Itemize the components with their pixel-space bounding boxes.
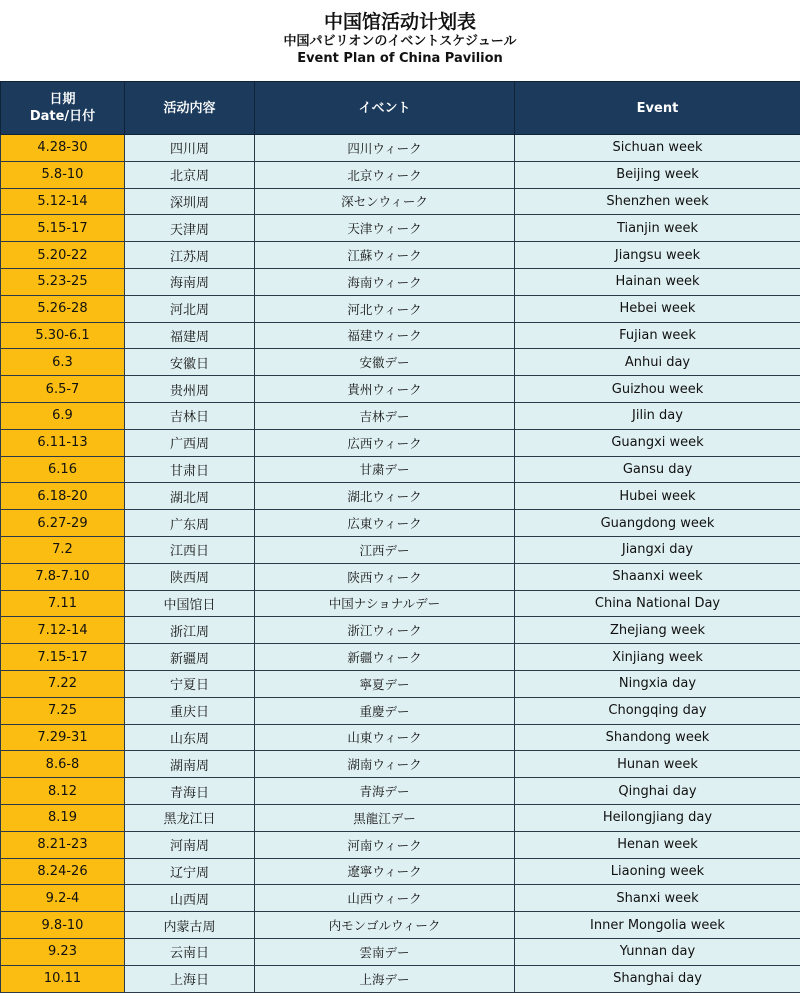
cell-chinese-event: 广西周 [125,429,255,456]
cell-chinese-event: 河南周 [125,831,255,858]
cell-japanese-event: 雲南デー [255,938,515,965]
cell-english-event: Shaanxi week [515,563,800,590]
cell-date: 5.20-22 [1,242,125,269]
cell-chinese-event: 甘肃日 [125,456,255,483]
cell-date: 8.24-26 [1,858,125,885]
cell-chinese-event: 湖北周 [125,483,255,510]
cell-date: 5.23-25 [1,268,125,295]
cell-chinese-event: 青海日 [125,778,255,805]
table-row [1,670,800,697]
cell-chinese-event: 湖南周 [125,751,255,778]
header-chinese-event: 活动内容 [125,82,255,135]
cell-japanese-event: 内モンゴルウィーク [255,912,515,939]
title-english: Event Plan of China Pavilion [297,51,503,66]
cell-chinese-event: 北京周 [125,161,255,188]
cell-chinese-event: 四川周 [125,135,255,162]
cell-english-event: Heilongjiang day [515,804,800,831]
table-row [1,242,800,269]
cell-english-event: Qinghai day [515,778,800,805]
cell-date: 6.3 [1,349,125,376]
cell-date: 9.8-10 [1,912,125,939]
cell-date: 8.6-8 [1,751,125,778]
cell-japanese-event: 河南ウィーク [255,831,515,858]
cell-english-event: Chongqing day [515,697,800,724]
cell-english-event: Ningxia day [515,670,800,697]
cell-chinese-event: 天津周 [125,215,255,242]
cell-date: 5.8-10 [1,161,125,188]
cell-japanese-event: 黒龍江デー [255,804,515,831]
cell-japanese-event: 安徽デー [255,349,515,376]
cell-english-event: Guizhou week [515,376,800,403]
title-block [0,0,800,81]
table-row [1,804,800,831]
table-row [1,536,800,563]
header-date-line1: 日期 [49,92,76,107]
table-row [1,456,800,483]
cell-japanese-event: 湖南ウィーク [255,751,515,778]
table-row [1,563,800,590]
cell-date: 8.19 [1,804,125,831]
cell-chinese-event: 海南周 [125,268,255,295]
cell-date: 7.29-31 [1,724,125,751]
cell-japanese-event: 広東ウィーク [255,510,515,537]
cell-date: 7.2 [1,536,125,563]
cell-english-event: Shanghai day [515,965,800,992]
cell-date: 6.11-13 [1,429,125,456]
cell-date: 7.22 [1,670,125,697]
cell-date: 6.18-20 [1,483,125,510]
table-row [1,724,800,751]
title-japanese: 中国パビリオンのイベントスケジュール [283,34,517,49]
table-row [1,885,800,912]
cell-japanese-event: 陝西ウィーク [255,563,515,590]
cell-date: 7.12-14 [1,617,125,644]
cell-date: 5.15-17 [1,215,125,242]
cell-japanese-event: 広西ウィーク [255,429,515,456]
cell-english-event: Anhui day [515,349,800,376]
cell-english-event: Jiangsu week [515,242,800,269]
table-row [1,295,800,322]
table-row [1,778,800,805]
cell-english-event: Fujian week [515,322,800,349]
cell-english-event: Yunnan day [515,938,800,965]
cell-chinese-event: 江西日 [125,536,255,563]
table-body [1,135,800,993]
cell-chinese-event: 重庆日 [125,697,255,724]
table-row [1,483,800,510]
cell-japanese-event: 北京ウィーク [255,161,515,188]
cell-japanese-event: 天津ウィーク [255,215,515,242]
cell-japanese-event: 青海デー [255,778,515,805]
cell-japanese-event: 深センウィーク [255,188,515,215]
cell-english-event: Shandong week [515,724,800,751]
cell-english-event: Hunan week [515,751,800,778]
table-row [1,912,800,939]
cell-japanese-event: 山西ウィーク [255,885,515,912]
cell-chinese-event: 辽宁周 [125,858,255,885]
cell-english-event: Zhejiang week [515,617,800,644]
cell-japanese-event: 貴州ウィーク [255,376,515,403]
table-row [1,590,800,617]
cell-japanese-event: 福建ウィーク [255,322,515,349]
table-row [1,161,800,188]
cell-english-event: Henan week [515,831,800,858]
cell-date: 5.30-6.1 [1,322,125,349]
cell-japanese-event: 山東ウィーク [255,724,515,751]
cell-date: 7.8-7.10 [1,563,125,590]
cell-chinese-event: 浙江周 [125,617,255,644]
cell-japanese-event: 河北ウィーク [255,295,515,322]
cell-english-event: Hubei week [515,483,800,510]
cell-date: 9.2-4 [1,885,125,912]
cell-date: 5.12-14 [1,188,125,215]
cell-japanese-event: 重慶デー [255,697,515,724]
cell-japanese-event: 遼寧ウィーク [255,858,515,885]
cell-english-event: Guangxi week [515,429,800,456]
cell-chinese-event: 江苏周 [125,242,255,269]
table-row [1,965,800,992]
cell-japanese-event: 湖北ウィーク [255,483,515,510]
cell-english-event: China National Day [515,590,800,617]
cell-english-event: Jiangxi day [515,536,800,563]
cell-english-event: Beijing week [515,161,800,188]
cell-date: 7.25 [1,697,125,724]
table-row [1,429,800,456]
cell-date: 7.11 [1,590,125,617]
cell-date: 6.5-7 [1,376,125,403]
event-schedule-table [0,81,800,993]
cell-chinese-event: 陕西周 [125,563,255,590]
cell-date: 6.27-29 [1,510,125,537]
title-chinese: 中国馆活动计划表 [323,11,476,33]
cell-chinese-event: 上海日 [125,965,255,992]
cell-english-event: Shenzhen week [515,188,800,215]
cell-japanese-event: 甘粛デー [255,456,515,483]
cell-date: 8.21-23 [1,831,125,858]
cell-chinese-event: 宁夏日 [125,670,255,697]
cell-japanese-event: 海南ウィーク [255,268,515,295]
cell-chinese-event: 深圳周 [125,188,255,215]
table-header-row [1,82,800,135]
cell-english-event: Liaoning week [515,858,800,885]
cell-japanese-event: 江蘇ウィーク [255,242,515,269]
cell-chinese-event: 新疆周 [125,644,255,671]
cell-japanese-event: 中国ナショナルデー [255,590,515,617]
cell-chinese-event: 山东周 [125,724,255,751]
cell-japanese-event: 浙江ウィーク [255,617,515,644]
table-row [1,831,800,858]
table-row [1,349,800,376]
cell-chinese-event: 云南日 [125,938,255,965]
cell-date: 10.11 [1,965,125,992]
cell-chinese-event: 安徽日 [125,349,255,376]
cell-date: 9.23 [1,938,125,965]
header-date [1,82,125,135]
table-row [1,215,800,242]
cell-japanese-event: 上海デー [255,965,515,992]
table-row [1,376,800,403]
table-row [1,268,800,295]
cell-japanese-event: 吉林デー [255,402,515,429]
cell-english-event: Hainan week [515,268,800,295]
cell-date: 6.9 [1,402,125,429]
table-row [1,188,800,215]
cell-english-event: Xinjiang week [515,644,800,671]
cell-english-event: Inner Mongolia week [515,912,800,939]
cell-date: 7.15-17 [1,644,125,671]
cell-english-event: Sichuan week [515,135,800,162]
table-row [1,617,800,644]
cell-chinese-event: 广东周 [125,510,255,537]
cell-english-event: Tianjin week [515,215,800,242]
cell-chinese-event: 福建周 [125,322,255,349]
table-row [1,938,800,965]
cell-english-event: Shanxi week [515,885,800,912]
header-japanese-event: イベント [255,82,515,135]
cell-date: 6.16 [1,456,125,483]
cell-date: 5.26-28 [1,295,125,322]
cell-japanese-event: 寧夏デー [255,670,515,697]
cell-chinese-event: 河北周 [125,295,255,322]
table-row [1,644,800,671]
table-row [1,402,800,429]
table-row [1,858,800,885]
cell-date: 8.12 [1,778,125,805]
cell-chinese-event: 中国馆日 [125,590,255,617]
cell-date: 4.28-30 [1,135,125,162]
cell-english-event: Guangdong week [515,510,800,537]
cell-japanese-event: 江西デー [255,536,515,563]
cell-chinese-event: 吉林日 [125,402,255,429]
table-row [1,751,800,778]
table-row [1,135,800,162]
table-row [1,510,800,537]
table-row [1,322,800,349]
cell-japanese-event: 新疆ウィーク [255,644,515,671]
cell-chinese-event: 黑龙江日 [125,804,255,831]
cell-english-event: Jilin day [515,402,800,429]
cell-chinese-event: 内蒙古周 [125,912,255,939]
header-english-event: Event [515,82,800,135]
table-row [1,697,800,724]
cell-english-event: Hebei week [515,295,800,322]
cell-english-event: Gansu day [515,456,800,483]
cell-japanese-event: 四川ウィーク [255,135,515,162]
cell-chinese-event: 贵州周 [125,376,255,403]
cell-chinese-event: 山西周 [125,885,255,912]
header-date-line2: Date/日付 [29,109,96,124]
